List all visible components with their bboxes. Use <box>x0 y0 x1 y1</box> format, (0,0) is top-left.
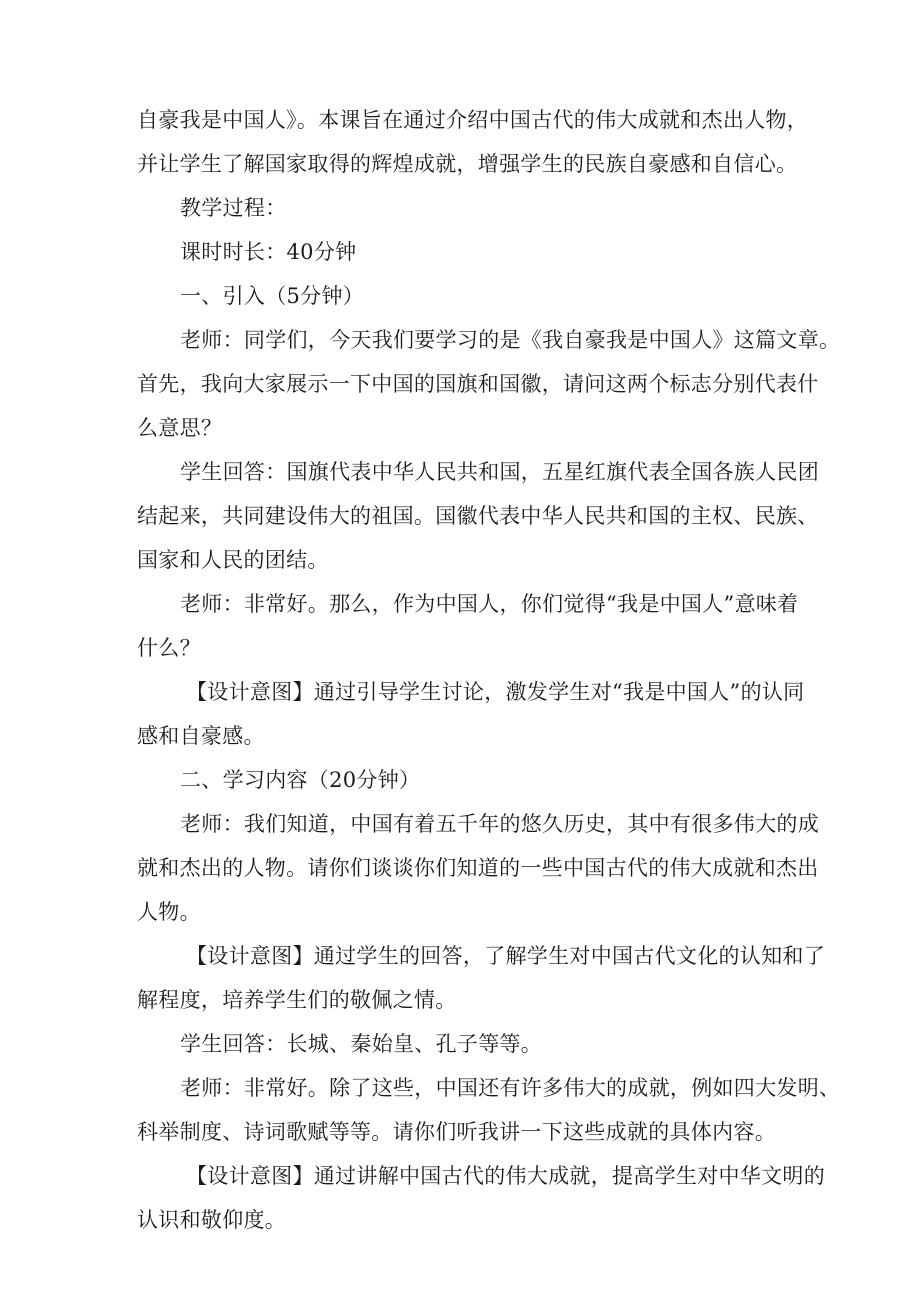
paragraph-line: 学生回答：长城、秦始皇、孔子等等。 <box>180 1032 543 1056</box>
paragraph-line: 老师：非常好。除了这些，中国还有许多伟大的成就，例如四大发明、 <box>180 1076 841 1100</box>
class-duration: 课时时长：40分钟 <box>180 240 357 264</box>
paragraph-line: 结起来，共同建设伟大的祖国。国徽代表中华人民共和国的主权、民族、 <box>137 504 819 528</box>
paragraph-line: 学生回答：国旗代表中华人民共和国，五星红旗代表全国各族人民团 <box>180 460 819 484</box>
paragraph-line: 老师：同学们，今天我们要学习的是《我自豪我是中国人》这篇文章。 <box>180 328 841 352</box>
paragraph-line: 并让学生了解国家取得的辉煌成就，增强学生的民族自豪感和自信心。 <box>137 152 798 176</box>
paragraph-line: 什么？ <box>137 636 201 660</box>
paragraph-line: 感和自豪感。 <box>137 724 265 748</box>
design-intent-line: 【设计意图】通过讲解中国古代的伟大成就，提高学生对中华文明的 <box>186 1164 825 1188</box>
design-intent-line: 【设计意图】通过学生的回答，了解学生对中国古代文化的认知和了 <box>186 944 825 968</box>
paragraph-line: 自豪我是中国人》。本课旨在通过介绍中国古代的伟大成就和杰出人物， <box>137 108 809 132</box>
paragraph-line: 认识和敬仰度。 <box>137 1208 287 1232</box>
paragraph-line: 国家和人民的团结。 <box>137 548 329 572</box>
paragraph-line: 人物。 <box>137 900 201 924</box>
design-intent-line: 【设计意图】通过引导学生讨论，激发学生对“我是中国人”的认同 <box>186 680 805 704</box>
paragraph-line: 就和杰出的人物。请你们谈谈你们知道的一些中国古代的伟大成就和杰出 <box>137 856 819 880</box>
paragraph-line: 老师：非常好。那么，作为中国人，你们觉得“我是中国人”意味着 <box>180 592 799 616</box>
paragraph-line: 首先，我向大家展示一下中国的国旗和国徽，请问这两个标志分别代表什 <box>137 372 819 396</box>
paragraph-line: 解程度，培养学生们的敬佩之情。 <box>137 988 457 1012</box>
section-heading-intro: 一、引入（5分钟） <box>180 284 365 308</box>
paragraph-line: 科举制度、诗词歌赋等等。请你们听我讲一下这些成就的具体内容。 <box>137 1120 776 1144</box>
section-label-teaching-process: 教学过程： <box>180 196 287 220</box>
paragraph-line: 老师：我们知道，中国有着五千年的悠久历史，其中有很多伟大的成 <box>180 812 819 836</box>
section-heading-content: 二、学习内容（20分钟） <box>180 768 421 792</box>
paragraph-line: 么意思？ <box>137 416 223 440</box>
